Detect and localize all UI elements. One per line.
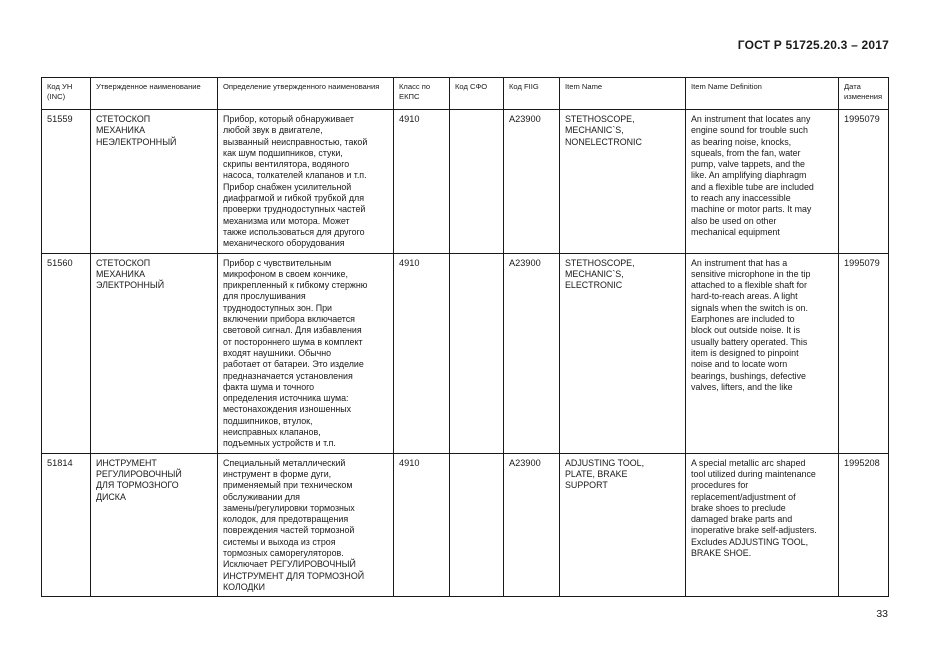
items-table [41,77,889,597]
col-header-name-definition: Определение утвержденного наименования [218,78,394,110]
cell-item-name: ADJUSTING TOOL, PLATE, BRAKE SUPPORT [560,453,686,597]
cell-name-definition: Специальный металлический инструмент в форме дуги, применяемый при техническом обслуживании для замены/регулировки тормозных колодок, для предотвращения повреждения частей тормозной системы и выхода из строя тормозных саморегуляторов. Исключает РЕГУЛИРОВОЧНЫЙ ИНСТРУМЕНТ ДЛЯ ТОРМОЗНОЙ КОЛОДКИ [218,453,394,597]
cell-fiig-code: A23900 [504,453,560,597]
cell-fiig-code: A23900 [504,110,560,254]
cell-inc: 51560 [42,253,91,453]
table-header-row [42,78,889,110]
cell-approved-name: СТЕТОСКОП МЕХАНИКА НЕЭЛЕКТРОННЫЙ [91,110,218,254]
cell-item-name-definition: An instrument that has a sensitive microphone in the tip attached to a flexible shaft for hard-to-reach areas. A light signals when the switch is on. Earphones are included to block out outside noise. It is usually battery operated. This item is designed to pinpoint noise and to locate worn bearings, bushings, defective valves, lifters, and the like [686,253,839,453]
col-header-inc: Код УН (INC) [42,78,91,110]
cell-change-date: 1995079 [839,253,889,453]
cell-item-name: STETHOSCOPE, MECHANIC`S, ELECTRONIC [560,253,686,453]
cell-inc: 51814 [42,453,91,597]
col-header-change-date: Дата изменения [839,78,889,110]
cell-fiig-code: A23900 [504,253,560,453]
col-header-item-name-definition: Item Name Definition [686,78,839,110]
cell-ekps-class: 4910 [394,453,450,597]
col-header-ekps-class: Класс по ЕКПС [394,78,450,110]
cell-change-date: 1995208 [839,453,889,597]
col-header-approved-name: Утвержденное наименование [91,78,218,110]
standard-designation: ГОСТ Р 51725.20.3 – 2017 [737,38,889,52]
cell-approved-name: ИНСТРУМЕНТ РЕГУЛИРОВОЧНЫЙ ДЛЯ ТОРМОЗНОГО ДИСКА [91,453,218,597]
cell-item-name-definition: An instrument that locates any engine sound for trouble such as bearing noise, knocks, squeals, from the fan, water pump, valve tappets, and the like. An amplifying diaphragm and a flexible tube are included to reach any inaccessible machine or motor parts. It may also be used on other mechanical equipment [686,110,839,254]
cell-item-name: STETHOSCOPE, MECHANIC`S, NONELECTRONIC [560,110,686,254]
col-header-fiig-code: Код FIIG [504,78,560,110]
table-row [42,110,889,254]
cell-sfo-code [450,253,504,453]
cell-name-definition: Прибор, который обнаруживает любой звук в двигателе, вызванный неисправностью, такой как шум подшипников, стуки, скрипы вентилятора, водяного насоса, толкателей клапанов и т.п. Прибор снабжен усилительной диафрагмой и гибкой трубкой для проверки труднодоступных частей механизма или мотора. Может также использоваться для другого механического оборудования [218,110,394,254]
col-header-item-name: Item Name [560,78,686,110]
cell-approved-name: СТЕТОСКОП МЕХАНИКА ЭЛЕКТРОННЫЙ [91,253,218,453]
cell-name-definition: Прибор с чувствительным микрофоном в своем кончике, прикрепленный к гибкому стержню для прослушивания труднодоступных зон. При включении прибора включается световой сигнал. Для избавления от постороннего шума в комплект входят наушники. Обычно работает от батареи. Это изделие предназначается установления факта шума и точного определения источника шума: местонахождения изношенных подшипников, втулок, неисправных клапанов, подъемных устройств и т.п. [218,253,394,453]
cell-change-date: 1995079 [839,110,889,254]
cell-inc: 51559 [42,110,91,254]
cell-sfo-code [450,110,504,254]
cell-item-name-definition: A special metallic arc shaped tool utilized during maintenance procedures for replacement/adjustment of brake shoes to preclude damaged brake parts and inoperative brake self-adjusters. Excludes ADJUSTING TOOL, BRAKE SHOE. [686,453,839,597]
table-row [42,253,889,453]
col-header-sfo-code: Код СФО [450,78,504,110]
cell-ekps-class: 4910 [394,110,450,254]
table-row [42,453,889,597]
page-number: 33 [876,608,888,620]
cell-ekps-class: 4910 [394,253,450,453]
cell-sfo-code [450,453,504,597]
